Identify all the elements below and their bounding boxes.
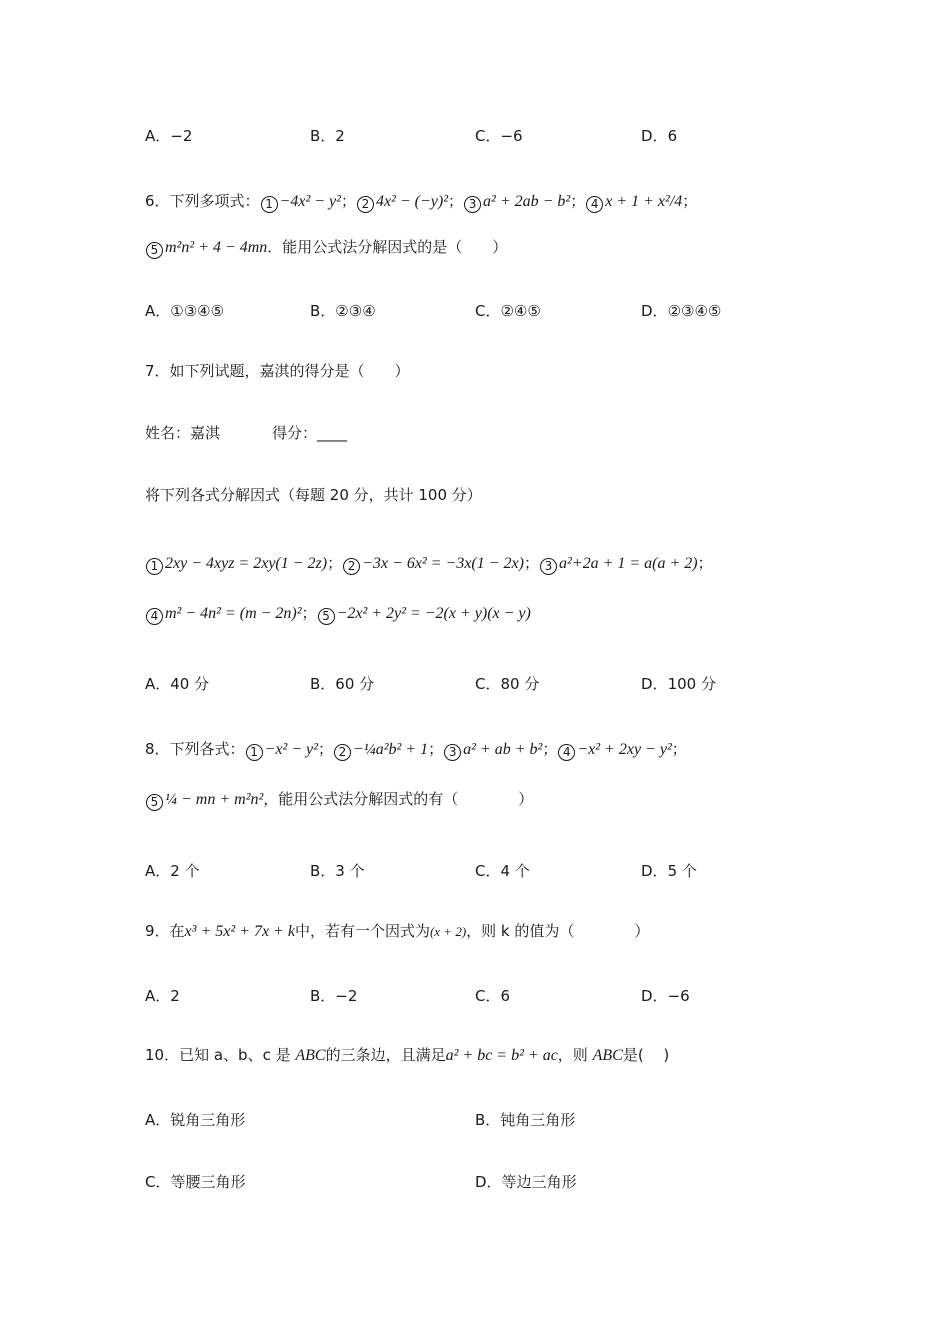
q10-stem: 10．已知 a、b、c 是 ABC的三条边，且满足a² + bc = b² + ac，则 ABC是( ) xyxy=(145,1046,670,1064)
q6-option-a: A．①③④⑤ xyxy=(145,302,225,320)
q9-option-c: C．6 xyxy=(475,987,511,1005)
q5-option-a: A．−2 xyxy=(145,127,193,145)
q7-items-line2: 4 m² − 4n² = (m − 2n)²； 5 −2x² + 2y² = −2(x + y)(x − y) xyxy=(145,604,531,625)
q10-option-d: D．等边三角形 xyxy=(475,1173,577,1191)
q10-option-b: B．钝角三角形 xyxy=(475,1111,576,1129)
q5-option-b: B．2 xyxy=(310,127,345,145)
q7-option-a: A．40 分 xyxy=(145,675,210,693)
q9-option-d: D．−6 xyxy=(641,987,690,1005)
q8-stem-line2: 5 ¼ − mn + m²n²，能用公式法分解因式的有（ ） xyxy=(145,790,533,811)
q5-option-d: D．6 xyxy=(641,127,678,145)
q6-stem-line2: 5 m²n² + 4 − 4mn．能用公式法分解因式的是（ ） xyxy=(145,238,507,259)
q9-option-a: A．2 xyxy=(145,987,180,1005)
q6-stem-line1: 6．下列多项式： 1 −4x² − y²； 2 4x² − (−y)²； 3 a² + 2ab − b²； 4 x + 1 + x²/4； xyxy=(145,192,698,211)
q9-option-b: B．−2 xyxy=(310,987,358,1005)
q6-option-b: B．②③④ xyxy=(310,302,376,320)
q5-option-c: C．−6 xyxy=(475,127,523,145)
q7-name-score: 姓名：嘉淇 得分：____ xyxy=(145,424,348,442)
q7-option-c: C．80 分 xyxy=(475,675,540,693)
q8-stem-line1: 8．下列各式： 1 −x² − y²； 2 −¼a²b² + 1； 3 a² + ab + b²； 4 −x² + 2xy − y²； xyxy=(145,740,687,759)
q7-option-d: D．100 分 xyxy=(641,675,716,693)
q7-stem: 7．如下列试题，嘉淇的得分是（ ） xyxy=(145,362,410,380)
q8-option-b: B．3 个 xyxy=(310,862,365,880)
q10-option-c: C．等腰三角形 xyxy=(145,1173,246,1191)
q9-stem: 9．在x³ + 5x² + 7x + k中，若有一个因式为(x + 2)，则 k 的值为（ ） xyxy=(145,922,650,940)
q7-items-line1: 1 2xy − 4xyz = 2xy(1 − 2z)； 2 −3x − 6x² = −3x(1 − 2x)； 3 a²+2a + 1 = a(a + 2)； xyxy=(145,554,713,575)
q7-instruction: 将下列各式分解因式（每题 20 分，共计 100 分） xyxy=(145,486,482,504)
q10-option-a: A．锐角三角形 xyxy=(145,1111,246,1129)
q6-option-d: D．②③④⑤ xyxy=(641,302,722,320)
q8-option-d: D．5 个 xyxy=(641,862,697,880)
q6-option-c: C．②④⑤ xyxy=(475,302,541,320)
q8-option-c: C．4 个 xyxy=(475,862,530,880)
q8-option-a: A．2 个 xyxy=(145,862,200,880)
q7-option-b: B．60 分 xyxy=(310,675,375,693)
